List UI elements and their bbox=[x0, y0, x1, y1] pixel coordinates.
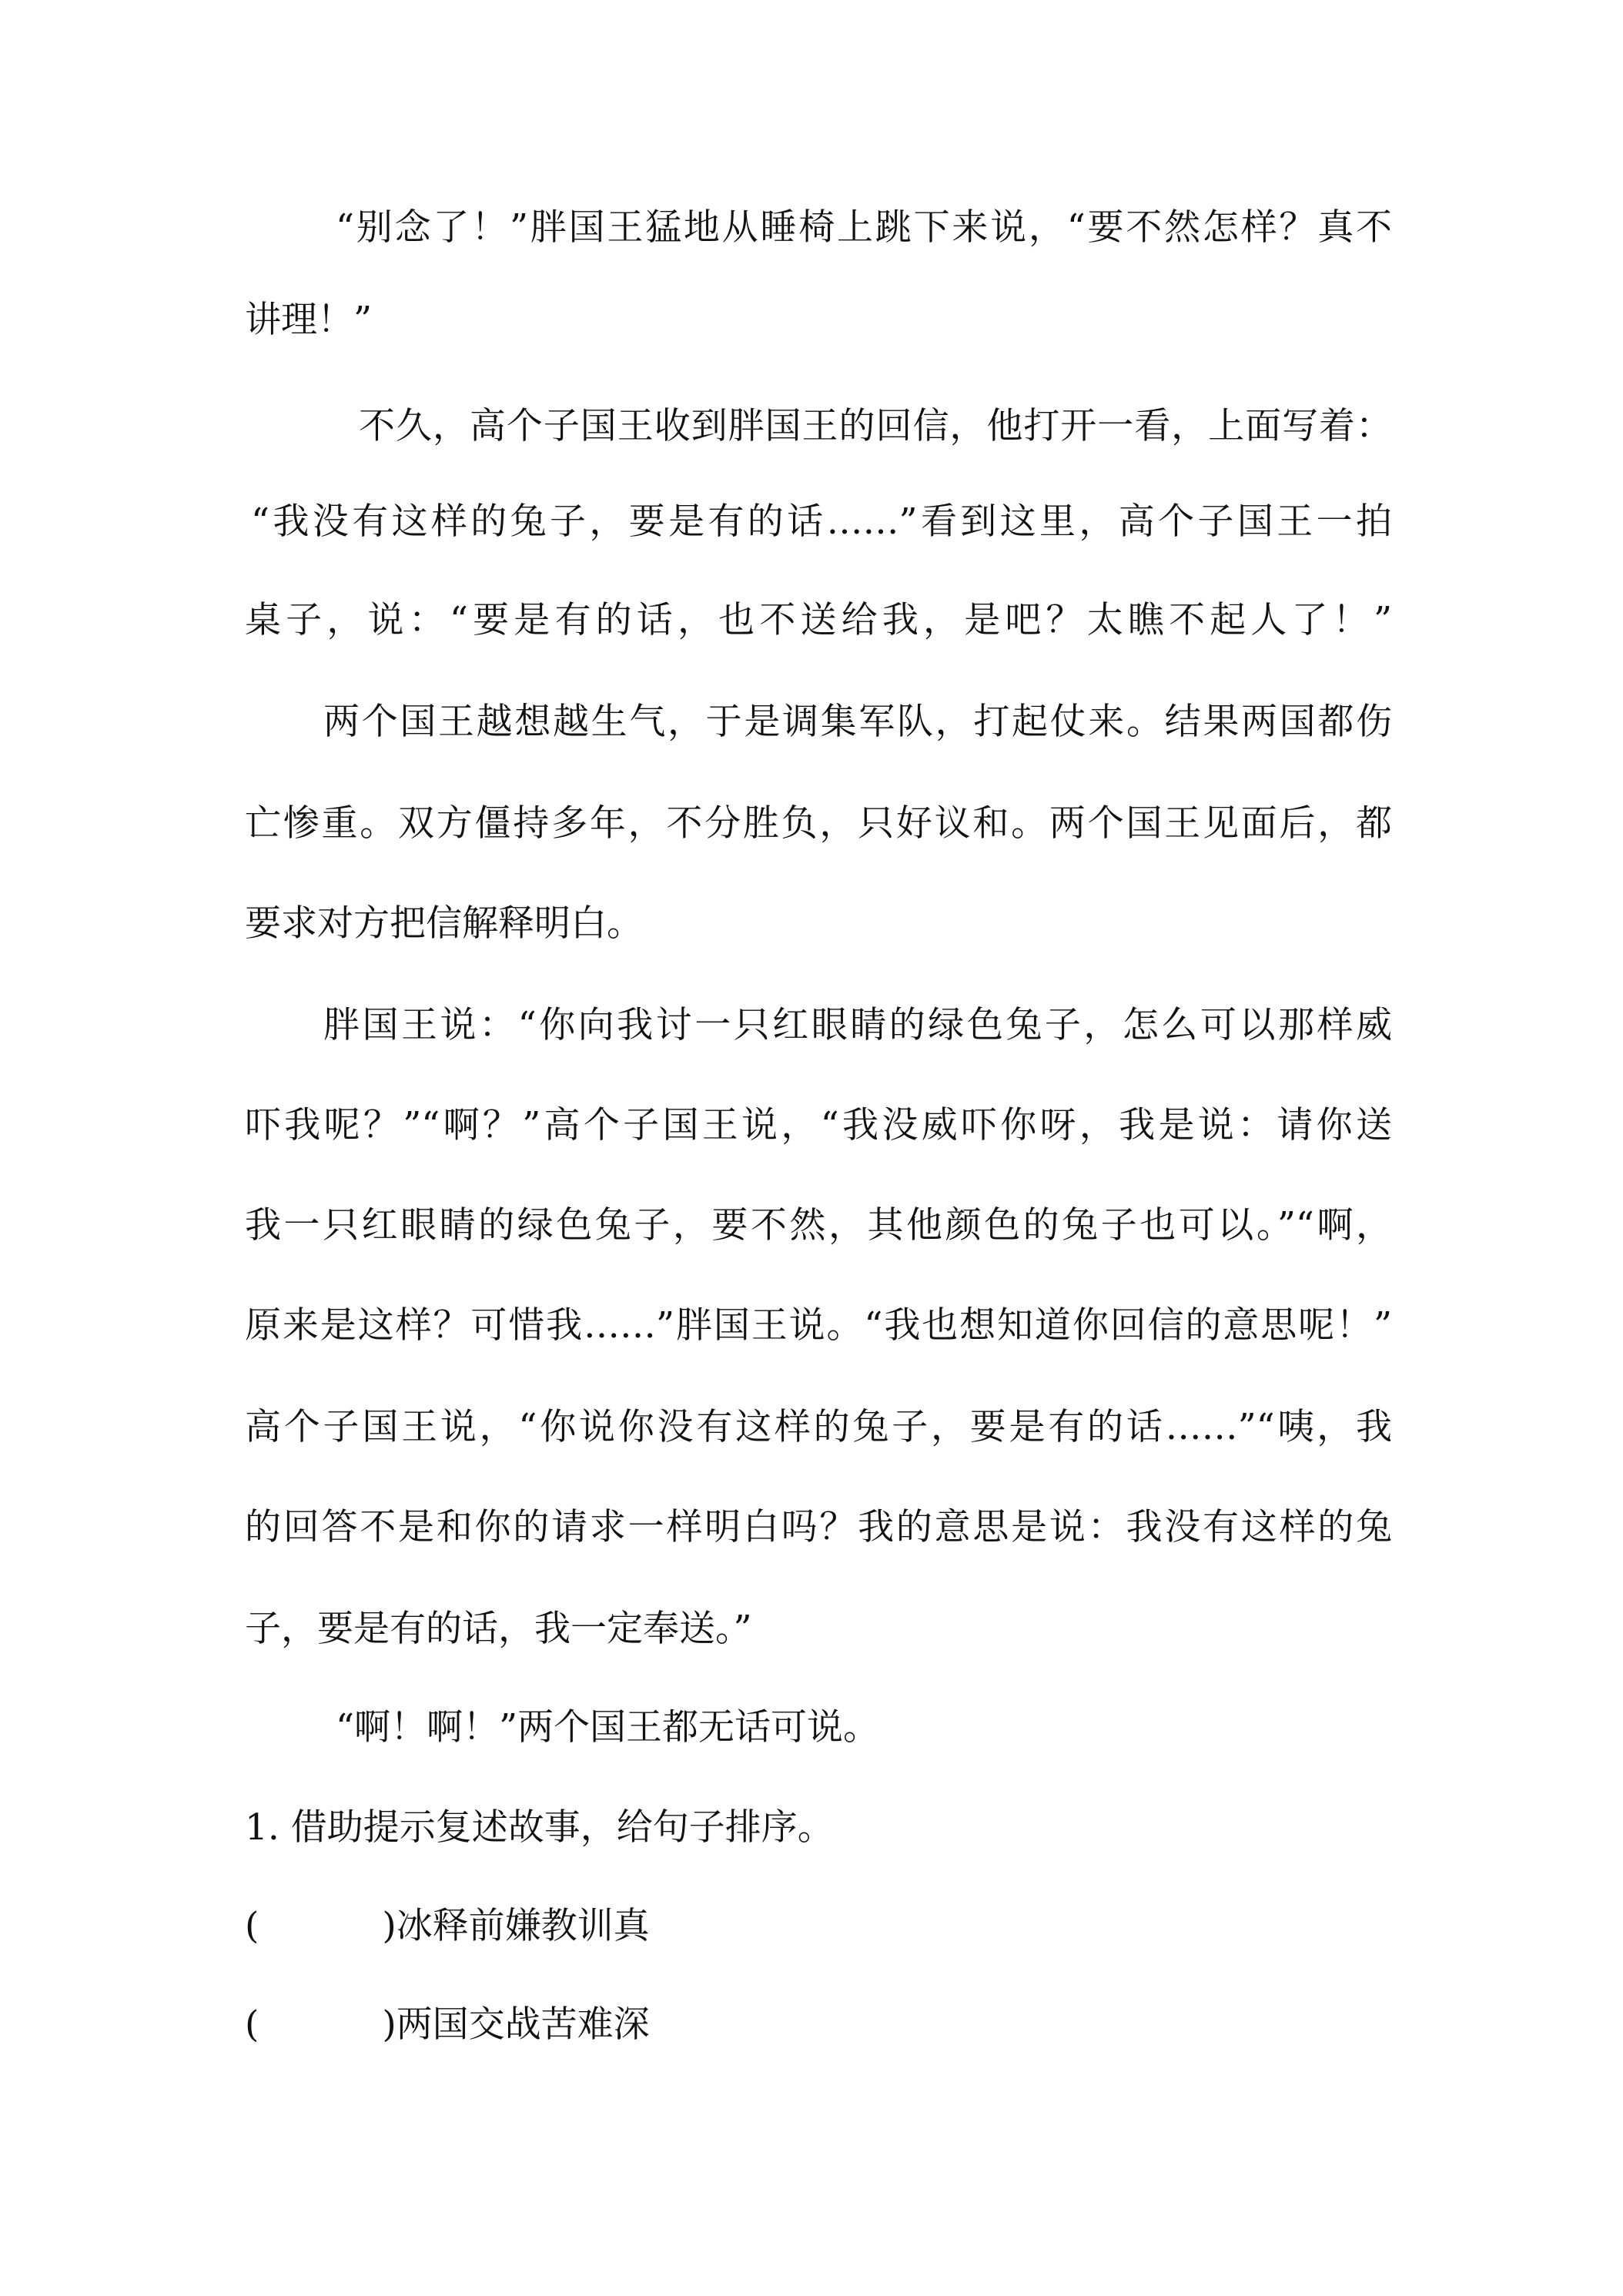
paragraph-line: 要求对方把信解释明白。 bbox=[245, 902, 643, 945]
open-paren: ( bbox=[245, 1905, 259, 1947]
question-title: 1. 借助提示复述故事，给句子排序。 bbox=[245, 1806, 834, 1849]
item-text: 两国交战苦难深 bbox=[396, 2003, 650, 2046]
paragraph-line: “别念了！”胖国王猛地从睡椅上跳下来说，“要不然怎样？真不 bbox=[336, 206, 1392, 249]
paragraph-line: 胖国王说：“你向我讨一只红眼睛的绿色兔子，怎么可以那样威 bbox=[323, 1004, 1392, 1046]
paragraph-line: 亡惨重。双方僵持多年，不分胜负，只好议和。两个国王见面后，都 bbox=[245, 802, 1392, 845]
paragraph-line: “我没有这样的兔子，要是有的话……”看到这里，高个子国王一拍 bbox=[251, 500, 1392, 543]
paragraph-line: 高个子国王说，“你说你没有这样的兔子，要是有的话……”“咦，我 bbox=[245, 1406, 1392, 1448]
item-text: 冰释前嫌教训真 bbox=[396, 1905, 650, 1947]
paragraph-line: “啊！啊！”两个国王都无话可说。 bbox=[336, 1706, 880, 1749]
paragraph-line: 吓我呢？”“啊？”高个子国王说，“我没威吓你呀，我是说：请你送 bbox=[245, 1104, 1392, 1146]
close-paren: ) bbox=[382, 1905, 397, 1947]
paragraph-line: 两个国王越想越生气，于是调集军队，打起仗来。结果两国都伤 bbox=[323, 701, 1392, 743]
paragraph-line: 讲理！” bbox=[245, 299, 373, 341]
close-paren: ) bbox=[382, 2003, 397, 2046]
paragraph-line: 子，要是有的话，我一定奉送。” bbox=[245, 1608, 752, 1650]
paragraph-line: 我一只红眼睛的绿色兔子，要不然，其他颜色的兔子也可以。”“啊， bbox=[245, 1204, 1392, 1247]
question-item bbox=[245, 2002, 1392, 2048]
paragraph-line: 的回答不是和你的请求一样明白吗？我的意思是说：我没有这样的兔 bbox=[245, 1506, 1392, 1548]
open-paren: ( bbox=[245, 2003, 259, 2046]
question-item bbox=[245, 1903, 1392, 1950]
paragraph-line: 桌子，说：“要是有的话，也不送给我，是吧？太瞧不起人了！” bbox=[245, 599, 1392, 641]
paragraph-line: 不久，高个子国王收到胖国王的回信，他打开一看，上面写着： bbox=[359, 405, 1392, 447]
paragraph-line: 原来是这样？可惜我……”胖国王说。“我也想知道你回信的意思呢！” bbox=[245, 1304, 1392, 1347]
